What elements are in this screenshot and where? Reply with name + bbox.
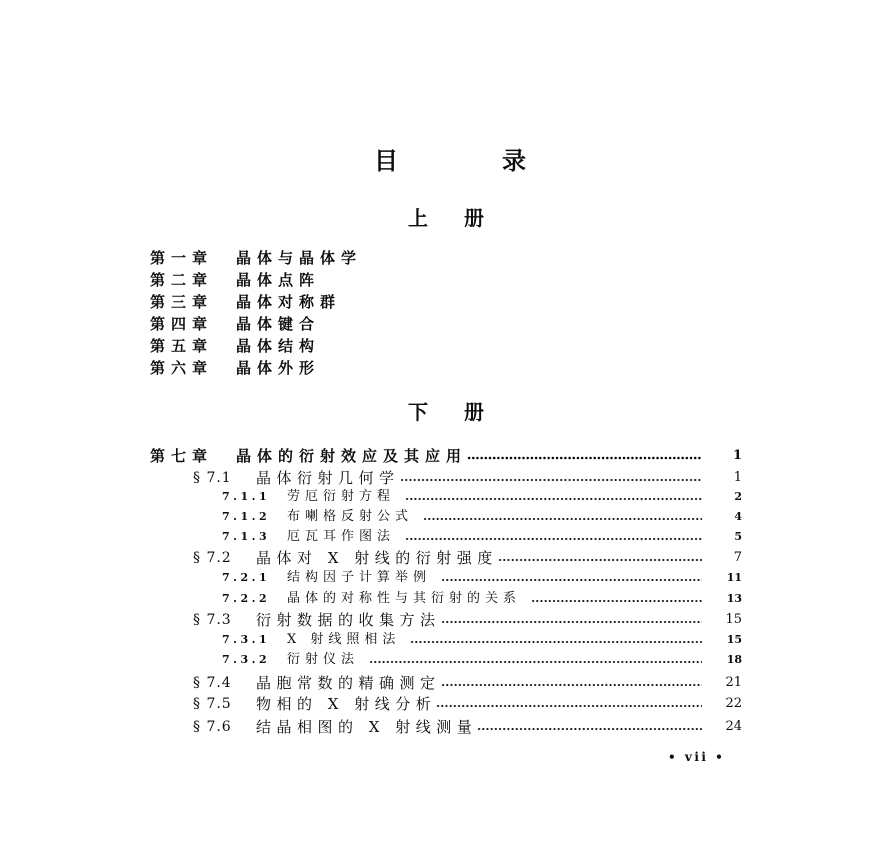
toc-row-subsection [222, 487, 742, 507]
subsection-title: 厄瓦耳作图法 [287, 529, 396, 544]
dot-leader [498, 558, 702, 562]
toc-row-section [193, 717, 742, 737]
toc-row-subsection [222, 568, 742, 588]
subsection-title: 衍射仪法 [287, 652, 360, 667]
subsection-number: 7.1.3 [222, 530, 271, 543]
toc-row-section [193, 610, 742, 630]
page-number: 2 [734, 490, 742, 503]
chapter-item [150, 270, 320, 290]
subsection-number: 7.2.2 [222, 592, 271, 605]
toc-title: 目录 [374, 147, 630, 175]
chapter-item [150, 314, 320, 334]
chapter-title: 晶体外形 [236, 359, 321, 377]
dot-leader [441, 578, 702, 582]
dot-leader [410, 640, 702, 644]
dot-leader [369, 660, 702, 664]
dot-leader [405, 537, 702, 541]
chapter-title: 晶体结构 [236, 337, 321, 355]
section-title: 晶体对 X 射线的衍射强度 [256, 549, 498, 567]
chapter-number: 第七章 [150, 447, 214, 465]
section-title: 衍射数据的收集方法 [256, 611, 441, 629]
volume-1-heading: 上册 [408, 206, 520, 230]
chapter-item [150, 292, 341, 312]
subsection-number: 7.1.1 [222, 490, 271, 503]
toc-row-section [193, 468, 742, 488]
chapter-number: 第二章 [150, 271, 214, 289]
chapter-number: 第四章 [150, 315, 214, 333]
dot-leader [405, 497, 702, 501]
chapter-title: 晶体点阵 [236, 271, 321, 289]
section-number: § 7.5 [193, 696, 232, 712]
chapter-item [150, 248, 362, 268]
page-number: 18 [726, 653, 742, 666]
subsection-title: 晶体的对称性与其衍射的关系 [287, 591, 522, 606]
dot-leader [441, 683, 702, 687]
toc-row-section [193, 548, 742, 568]
page-number: 11 [726, 571, 742, 584]
dot-leader [423, 517, 702, 521]
page-number: 22 [725, 696, 742, 711]
chapter-title: 晶体键合 [236, 315, 321, 333]
page-number: 21 [725, 675, 742, 690]
toc-row-subsection [222, 630, 742, 650]
page-number: 5 [734, 530, 742, 543]
page-number: 7 [733, 550, 742, 565]
dot-leader [467, 456, 702, 460]
chapter-number: 第三章 [150, 293, 214, 311]
page-footer: • vii • [668, 750, 726, 764]
section-number: § 7.3 [193, 612, 232, 628]
section-number: § 7.1 [193, 470, 232, 486]
toc-row-chapter [150, 446, 742, 466]
toc-row-subsection [222, 527, 742, 547]
subsection-title: X 射线照相法 [287, 632, 401, 647]
subsection-number: 7.1.2 [222, 510, 271, 523]
subsection-number: 7.3.1 [222, 633, 271, 646]
toc-row-section [193, 673, 742, 693]
chapter-title: 晶体的衍射效应及其应用 [236, 447, 468, 465]
toc-row-subsection [222, 650, 742, 670]
chapter-number: 第五章 [150, 337, 214, 355]
toc-row-subsection [222, 507, 742, 527]
section-title: 物相的 X 射线分析 [256, 695, 437, 713]
chapter-number: 第一章 [150, 249, 214, 267]
toc-row-subsection [222, 589, 742, 609]
toc-row-section [193, 694, 742, 714]
chapter-number: 第六章 [150, 359, 214, 377]
page-number: 13 [726, 592, 742, 605]
subsection-title: 布喇格反射公式 [287, 509, 414, 524]
subsection-number: 7.3.2 [222, 653, 271, 666]
dot-leader [531, 599, 702, 603]
dot-leader [477, 727, 702, 731]
chapter-title: 晶体对称群 [236, 293, 342, 311]
page-number: 15 [726, 633, 742, 646]
page-number: 1 [732, 448, 742, 463]
section-title: 晶体衍射几何学 [256, 469, 400, 487]
volume-2-heading: 下册 [408, 400, 520, 424]
page-number: 24 [725, 719, 742, 734]
section-title: 晶胞常数的精确测定 [256, 674, 441, 692]
subsection-number: 7.2.1 [222, 571, 271, 584]
section-number: § 7.2 [193, 550, 232, 566]
section-number: § 7.6 [193, 719, 232, 735]
dot-leader [441, 620, 702, 624]
section-title: 结晶相图的 X 射线测量 [256, 718, 478, 736]
page-number: 15 [725, 612, 742, 627]
dot-leader [400, 478, 702, 482]
chapter-item [150, 336, 320, 356]
subsection-title: 结构因子计算举例 [287, 570, 432, 585]
dot-leader [436, 704, 702, 708]
page-number: 4 [734, 510, 742, 523]
chapter-title: 晶体与晶体学 [236, 249, 363, 267]
subsection-title: 劳厄衍射方程 [287, 489, 396, 504]
chapter-item [150, 358, 320, 378]
section-number: § 7.4 [193, 675, 232, 691]
page-number: 1 [733, 470, 742, 485]
